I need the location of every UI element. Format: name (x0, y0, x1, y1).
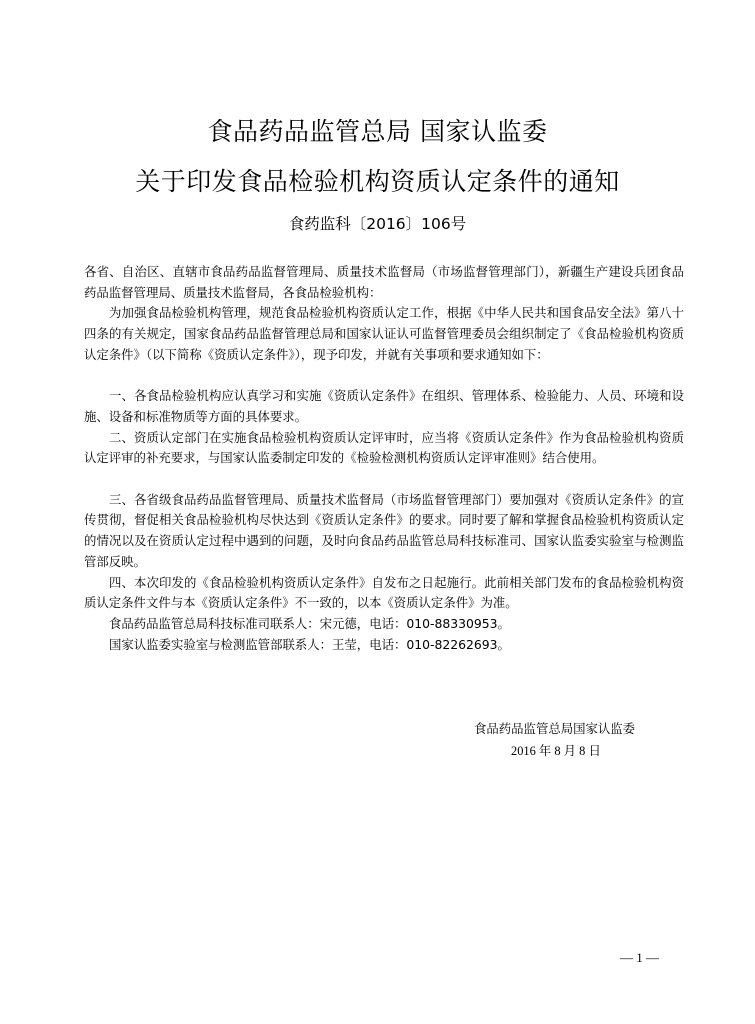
item-4-paragraph: 四、本次印发的《食品检验机构资质认定条件》自发布之日起施行。此前相关部门发布的食品检验机构资质认定条件文件与本《资质认定条件》不一致的，以本《资质认定条件》为准。 (84, 574, 684, 611)
document-number: 食药监科〔2016〕106号 (288, 215, 467, 233)
notice-body (84, 262, 684, 655)
contact-1-paragraph: 食品药品监管总局科技标准司联系人：宋元德，电话：010-88330953。 (109, 615, 510, 631)
title-line-2: 关于印发食品检验机构资质认定条件的通知 (135, 167, 620, 196)
item-1-paragraph: 一、各食品检验机构应认真学习和实施《资质认定条件》在组织、管理体系、检验能力、人员、环境和设施、设备和标准物质等方面的具体要求。 (84, 388, 684, 424)
addressees-paragraph: 各省、自治区、直辖市食品药品监督管理局、质量技术监督局（市场监督管理部门），新疆生产建设兵团食品药品监督管理局、质量技术监督局，各食品检验机构： (84, 264, 684, 300)
intro-paragraph: 为加强食品检验机构管理，规范食品检验机构资质认定工作，根据《中华人民共和国食品安全法》第八十四条的有关规定，国家食品药品监督管理总局和国家认证认可监督管理委员会组织制定了《食品检验机构资质认定条件》（以下简称《资质认定条件》），现予印发，并就有关事项和要求通知如下： (84, 305, 684, 362)
signature-date: 2016 年 8 月 8 日 (511, 744, 601, 758)
signature-issuer: 食品药品监管总局国家认监委 (474, 721, 636, 736)
page-number: — 1 — (620, 950, 659, 965)
title-line-1: 食品药品监管总局 国家认监委 (207, 117, 548, 146)
paragraph-spacer (84, 366, 684, 387)
item-2-paragraph: 二、资质认定部门在实施食品检验机构资质认定评审时，应当将《资质认定条件》作为食品检验机构资质认定评审的补充要求，与国家认监委制定印发的《检验检测机构资质认定评审准则》结合使用。 (84, 429, 684, 466)
contact-2-paragraph: 国家认监委实验室与检测监管部联系人：王莹，电话：010-82262693。 (109, 636, 510, 652)
paragraph-spacer (84, 469, 684, 490)
item-3-paragraph: 三、各省级食品药品监督管理局、质量技术监督局（市场监督管理部门）要加强对《资质认定条件》的宣传贯彻，督促相关食品检验机构尽快达到《资质认定条件》的要求。同时要了解和掌握食品检验机构资质认定的情况以及在资质认定过程中遇到的问题，及时向食品药品监管总局科技标准司、国家认监委实验室与检测监管部反映。 (84, 491, 684, 569)
